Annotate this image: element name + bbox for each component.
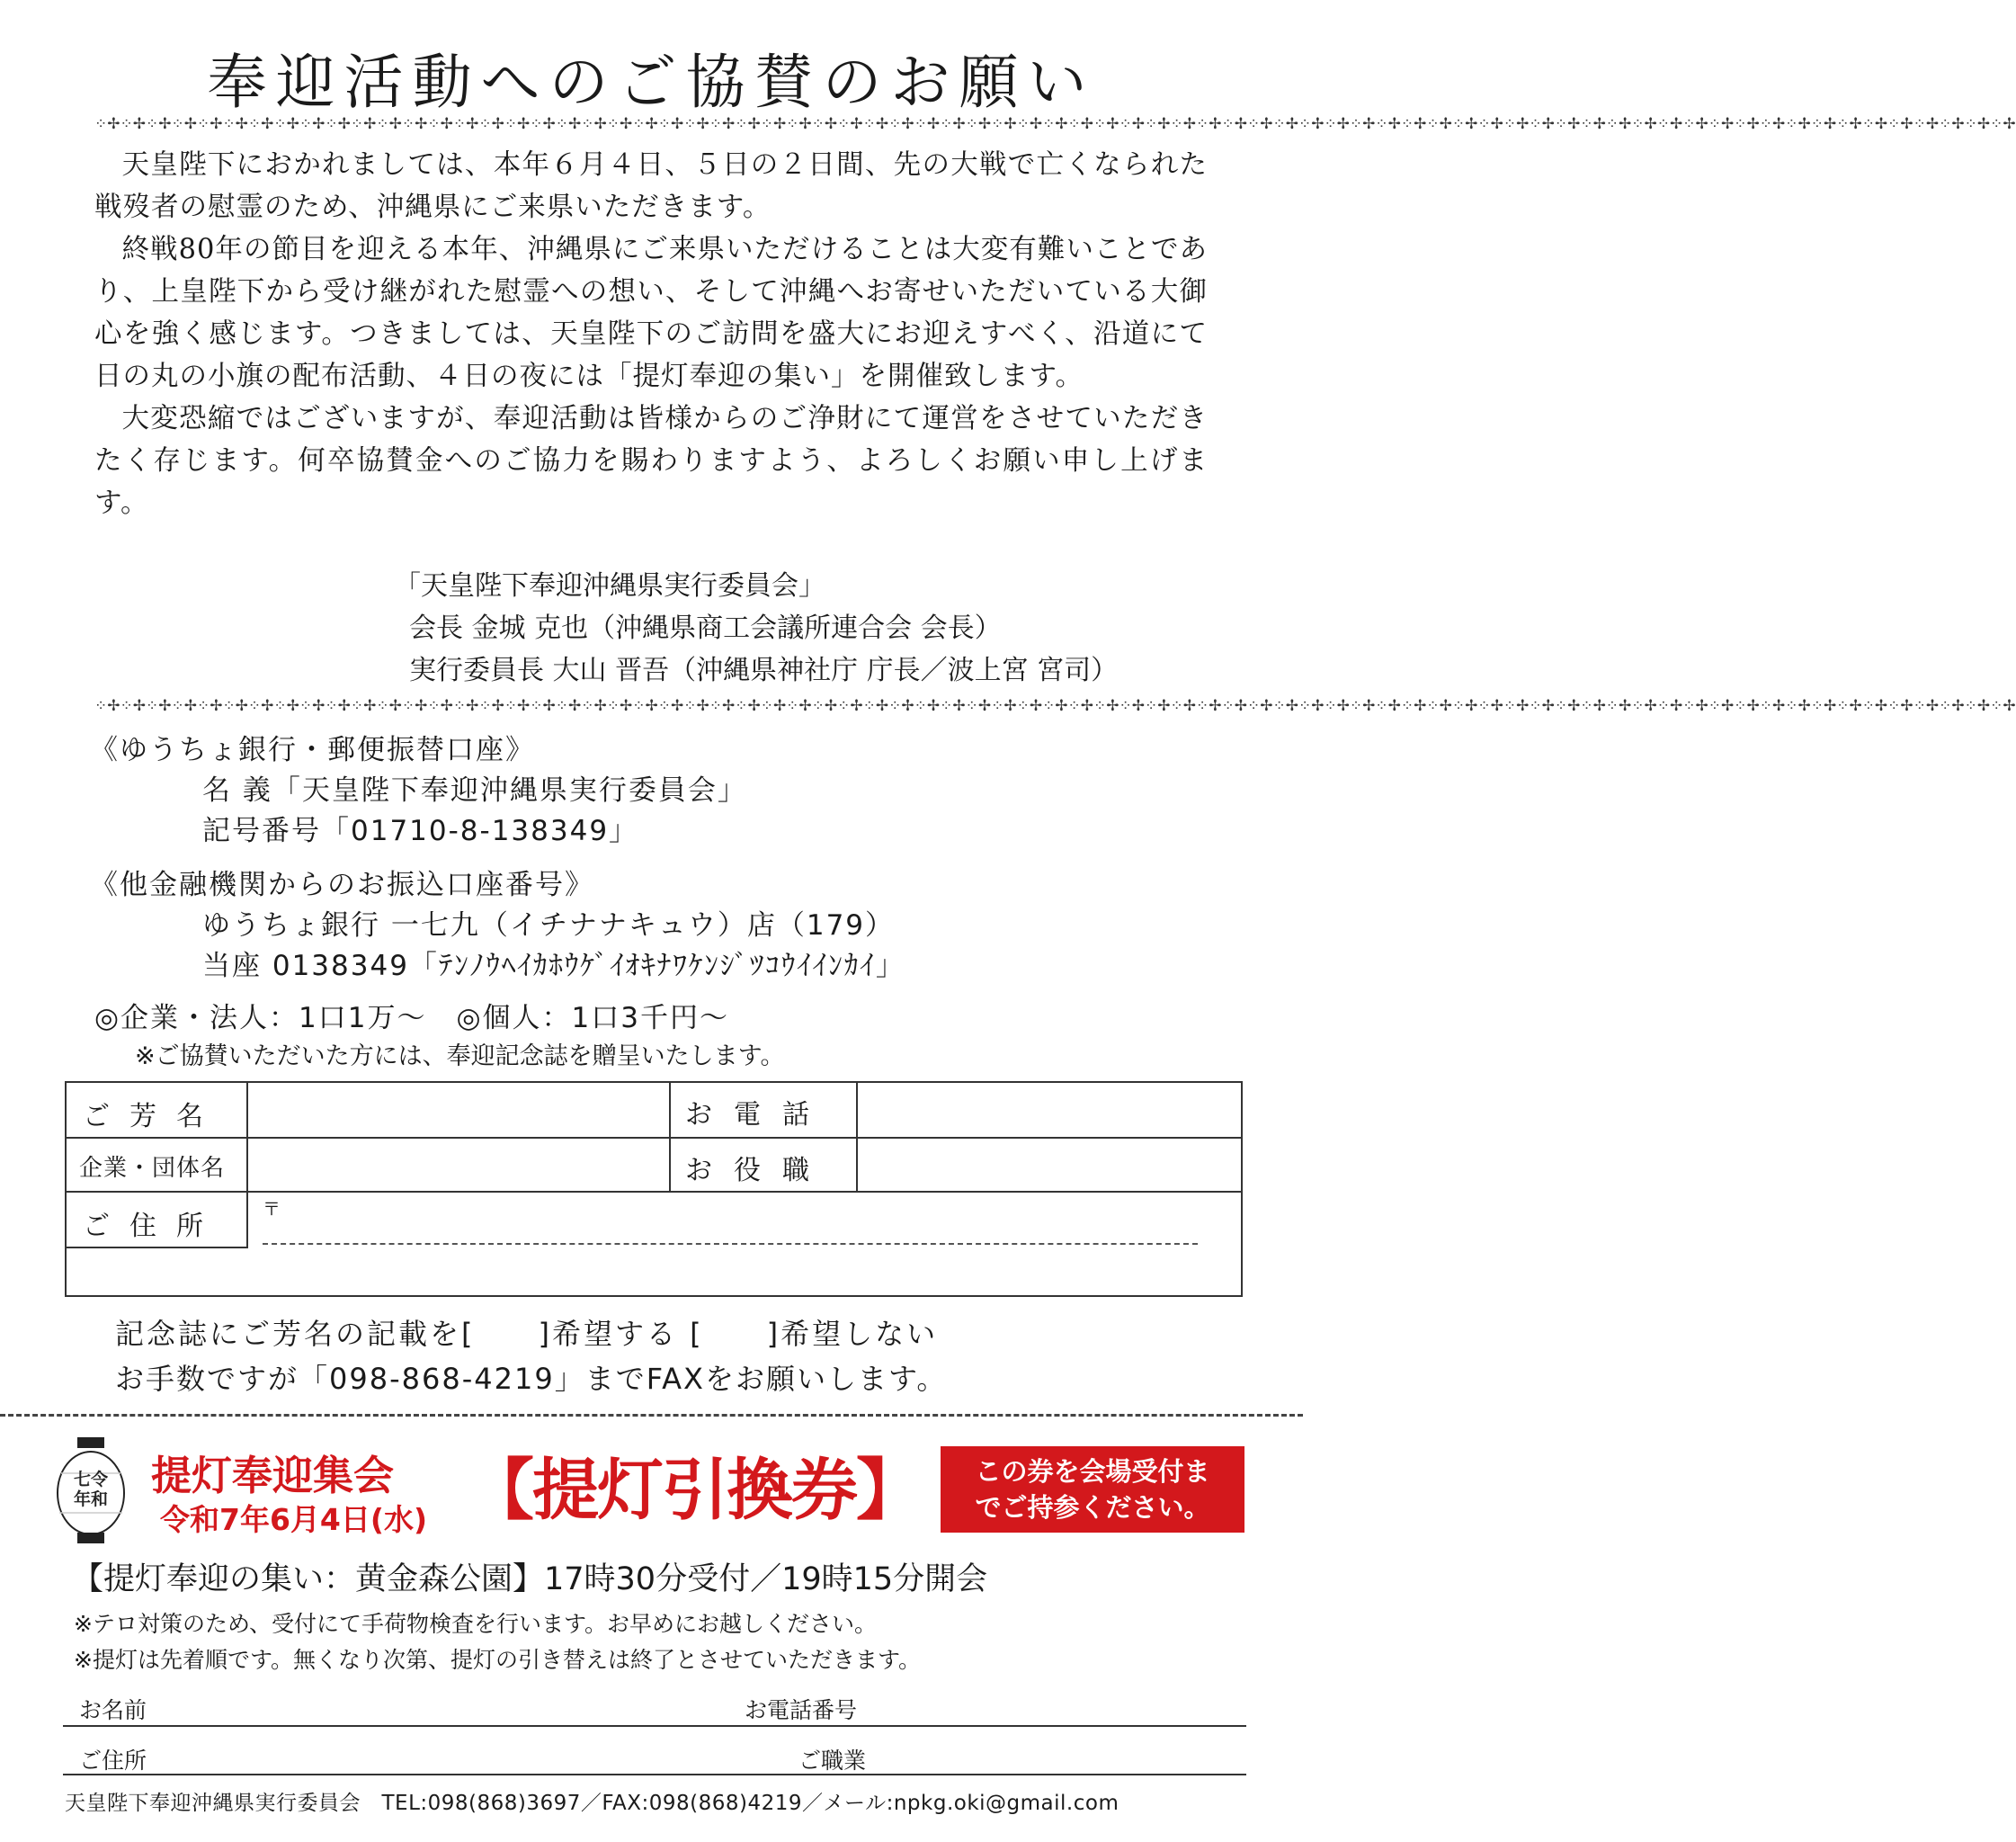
ornament-divider-top: ⁘✢⁘✢⁘✢⁘✢⁘✢⁘✢⁘✢⁘✢⁘✢⁘✢⁘✢⁘✢⁘✢⁘✢⁘✢⁘✢⁘✢⁘✢⁘✢⁘✢⁘✢⁘✢⁘✢⁘✢⁘✢⁘✢⁘✢⁘✢⁘✢⁘✢⁘✢⁘✢⁘✢⁘✢⁘✢⁘✢⁘✢⁘✢⁘✢⁘✢⁘✢⁘✢⁘✢⁘✢⁘✢⁘✢⁘✢⁘✢⁘✢⁘✢⁘✢⁘✢⁘✢⁘✢⁘✢⁘✢⁘✢⁘✢⁘✢⁘✢⁘✢⁘✢⁘✢⁘✢⁘✢⁘✢⁘✢⁘✢⁘✢⁘✢⁘✢⁘✢⁘✢⁘✢⁘✢ (94, 115, 2016, 133)
yucho-heading: 《ゆうちょ銀行・郵便振替口座》 (90, 734, 535, 766)
phone-field[interactable] (860, 1085, 1237, 1135)
form-label-name: ご芳名 (83, 1101, 223, 1132)
paragraph-3: 大変恐縮ではございますが、奉迎活動は皆様からのご浄財にて運営をさせていただきたく存じます。何卒協賛金へのご協力を賜わりますよう、よろしくお願い申し上げます。 (94, 403, 1208, 519)
company-field[interactable] (250, 1139, 665, 1189)
fax-instruction: お手数ですが「098-868-4219」までFAXをお願いします。 (115, 1362, 948, 1396)
coupon-label-job: ご職業 (798, 1748, 867, 1774)
yucho-account-name: 名 義「天皇陛下奉迎沖縄県実行委員会」 (202, 774, 747, 807)
coupon-label-address: ご住所 (79, 1748, 147, 1774)
form-row-divider (67, 1247, 248, 1248)
postal-mark: 〒 (263, 1198, 281, 1220)
coupon-line-2 (63, 1774, 1246, 1775)
lantern-text-top: 七令 (73, 1470, 108, 1489)
signature-block (394, 565, 1118, 692)
donation-note: ※ご協賛いただいた方には、奉迎記念誌を贈呈いたします。 (135, 1042, 785, 1070)
security-note: ※テロ対策のため、受付にて手荷物検査を行います。お早めにお越しください。 (74, 1611, 877, 1637)
cut-line (0, 1414, 1303, 1417)
lantern-icon (56, 1437, 126, 1543)
publish-preference: 記念誌にご芳名の記載を[ ]希望する [ ]希望しない (115, 1317, 939, 1351)
event-name: 提灯奉迎集会 (151, 1452, 395, 1499)
position-field[interactable] (860, 1139, 1237, 1189)
ticket-title: 【提灯引換券】 (468, 1452, 921, 1529)
ornament-divider-bottom: ⁘✢⁘✢⁘✢⁘✢⁘✢⁘✢⁘✢⁘✢⁘✢⁘✢⁘✢⁘✢⁘✢⁘✢⁘✢⁘✢⁘✢⁘✢⁘✢⁘✢⁘✢⁘✢⁘✢⁘✢⁘✢⁘✢⁘✢⁘✢⁘✢⁘✢⁘✢⁘✢⁘✢⁘✢⁘✢⁘✢⁘✢⁘✢⁘✢⁘✢⁘✢⁘✢⁘✢⁘✢⁘✢⁘✢⁘✢⁘✢⁘✢⁘✢⁘✢⁘✢⁘✢⁘✢⁘✢⁘✢⁘✢⁘✢⁘✢⁘✢⁘✢⁘✢⁘✢⁘✢⁘✢⁘✢⁘✢⁘✢⁘✢⁘✢⁘✢⁘✢⁘✢⁘✢⁘✢ (94, 697, 2016, 715)
other-bank-heading: 《他金融機関からのお振込口座番号》 (90, 869, 594, 901)
footer-contact: 天皇陛下奉迎沖縄県実行委員会 TEL:098(868)3697／FAX:098(868)4219／メール:npkg.oki@gmail.com (65, 1792, 1120, 1815)
name-field[interactable] (250, 1085, 665, 1135)
event-date: 令和7年6月4日(水) (160, 1502, 428, 1537)
signature-exec: 実行委員長 大山 晋吾（沖縄県神社庁 庁長／波上宮 宮司） (409, 655, 1119, 686)
other-bank-account: 当座 0138349「ﾃﾝﾉｳﾍｲｶﾎｳｹﾞｲｵｷﾅﾜｹﾝｼﾞﾂｺｳｲｲﾝｶｲ」 (202, 950, 905, 982)
signature-chair: 会長 金城 克也（沖縄県商工会議所連合会 会長） (409, 613, 1002, 644)
venue-line: 【提灯奉迎の集い：黄金森公園】17時30分受付／19時15分開会 (72, 1561, 988, 1597)
coupon-label-phone: お電話番号 (745, 1697, 858, 1723)
lantern-text-bottom: 年和 (73, 1489, 108, 1509)
form-label-position: お役職 (685, 1155, 831, 1186)
paragraph-2: 終戦80年の節目を迎える本年、沖縄県にご来県いただけることは大変有難いことであり、上皇陛下から受け継がれた慰霊への想い、そして沖縄へお寄せいただいている大御心を強く感じます。つきましては、天皇陛下のご訪問を盛大にお迎えすべく、沿道にて日の丸の小旗の配布活動、４日の夜には「提灯奉迎の集い」を開催致します。 (94, 234, 1208, 392)
form-col-divider (246, 1083, 248, 1247)
coupon-address-field[interactable] (162, 1736, 773, 1772)
bring-ticket-notice (941, 1446, 1244, 1533)
paragraph-1: 天皇陛下におかれましては、本年６月４日、５日の２日間、先の大戦で亡くなられた戦歿者の慰霊のため、沖縄県にご来県いただきます。 (94, 149, 1208, 223)
address-dashed-line (263, 1243, 1198, 1245)
lantern-note: ※提灯は先着順です。無くなり次第、提灯の引き替えは終了とさせていただきます。 (74, 1647, 921, 1673)
form-col-divider (669, 1083, 671, 1191)
page-title: 奉迎活動へのご協賛のお願い (207, 48, 1096, 117)
coupon-label-name: お名前 (79, 1697, 147, 1723)
donation-amounts: ◎企業・法人：1口1万～ ◎個人：1口3千円～ (94, 1002, 729, 1034)
notice-line-1: この券を会場受付ま (975, 1456, 1210, 1487)
yucho-account-number: 記号番号「01710-8-138349」 (202, 815, 639, 847)
form-col-divider (856, 1083, 858, 1191)
body-text (94, 144, 1208, 524)
coupon-line-1 (63, 1725, 1246, 1727)
notice-line-2: でご持参ください。 (975, 1492, 1210, 1523)
coupon-phone-field[interactable] (881, 1687, 1241, 1723)
form-label-phone: お電話 (685, 1099, 831, 1131)
form-label-company: 企業・団体名 (79, 1155, 226, 1182)
donor-form (65, 1081, 1243, 1297)
form-label-address: ご住所 (83, 1211, 223, 1242)
other-bank-branch: ゆうちょ銀行 一七九（イチナナキュウ）店（179） (202, 909, 896, 942)
coupon-job-field[interactable] (881, 1736, 1241, 1772)
signature-org: 「天皇陛下奉迎沖縄県実行委員会」 (394, 570, 825, 602)
coupon-name-field[interactable] (162, 1687, 719, 1723)
